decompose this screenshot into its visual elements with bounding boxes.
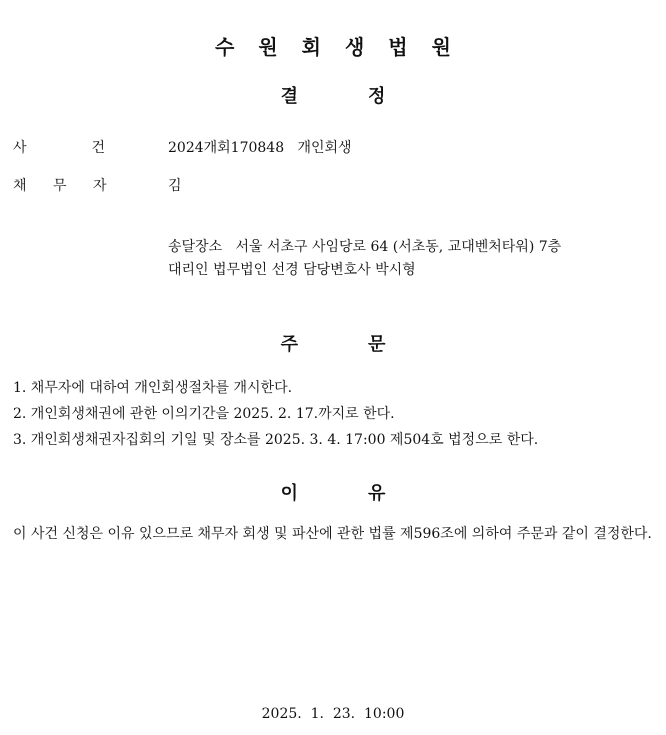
court-name: 수원회생법원 (215, 35, 475, 59)
order-heading-char-1: 주 (280, 334, 298, 355)
case-label-char-2: 건 (91, 140, 106, 156)
order-heading-char-2: 문 (368, 334, 386, 355)
debtor-name: 김 (168, 178, 182, 194)
debtor-label-char-3: 자 (93, 178, 107, 194)
order-item-1: 1. 채무자에 대하여 개인회생절차를 개시한다. (13, 380, 293, 396)
debtor-label-char-2: 무 (53, 178, 67, 194)
reason-heading-char-2: 유 (368, 483, 386, 504)
order-item-3: 3. 개인회생채권자집회의 기일 및 장소를 2025. 3. 4. 17:00 제504호 법정으로 한다. (13, 432, 539, 448)
reason-heading (0, 479, 666, 505)
case-label-char-1: 사 (13, 140, 27, 156)
reason-text: 이 사건 신청은 이유 있으므로 채무자 회생 및 파산에 관한 법률 제596조에 의하여 주문과 같이 결정한다. (13, 526, 652, 542)
document-title-char-1: 결 (280, 86, 298, 107)
order-heading (0, 330, 666, 356)
order-item-2: 2. 개인회생채권에 관한 이의기간을 2025. 2. 17.까지로 한다. (13, 406, 395, 422)
case-label (13, 137, 105, 157)
debtor-label (13, 175, 133, 195)
decision-date: 2025. 1. 23. 10:00 (261, 706, 405, 722)
document-title (0, 82, 666, 108)
legal-agent: 대리인 법무법인 선경 담당변호사 박시형 (168, 262, 416, 278)
service-address: 송달장소 서울 서초구 사임당로 64 (서초동, 교대벤처타워) 7층 (168, 239, 562, 255)
debtor-label-char-1: 채 (13, 178, 27, 194)
case-number: 2024개회170848 개인회생 (168, 140, 352, 156)
document-title-char-2: 정 (368, 86, 386, 107)
reason-heading-char-1: 이 (280, 483, 298, 504)
